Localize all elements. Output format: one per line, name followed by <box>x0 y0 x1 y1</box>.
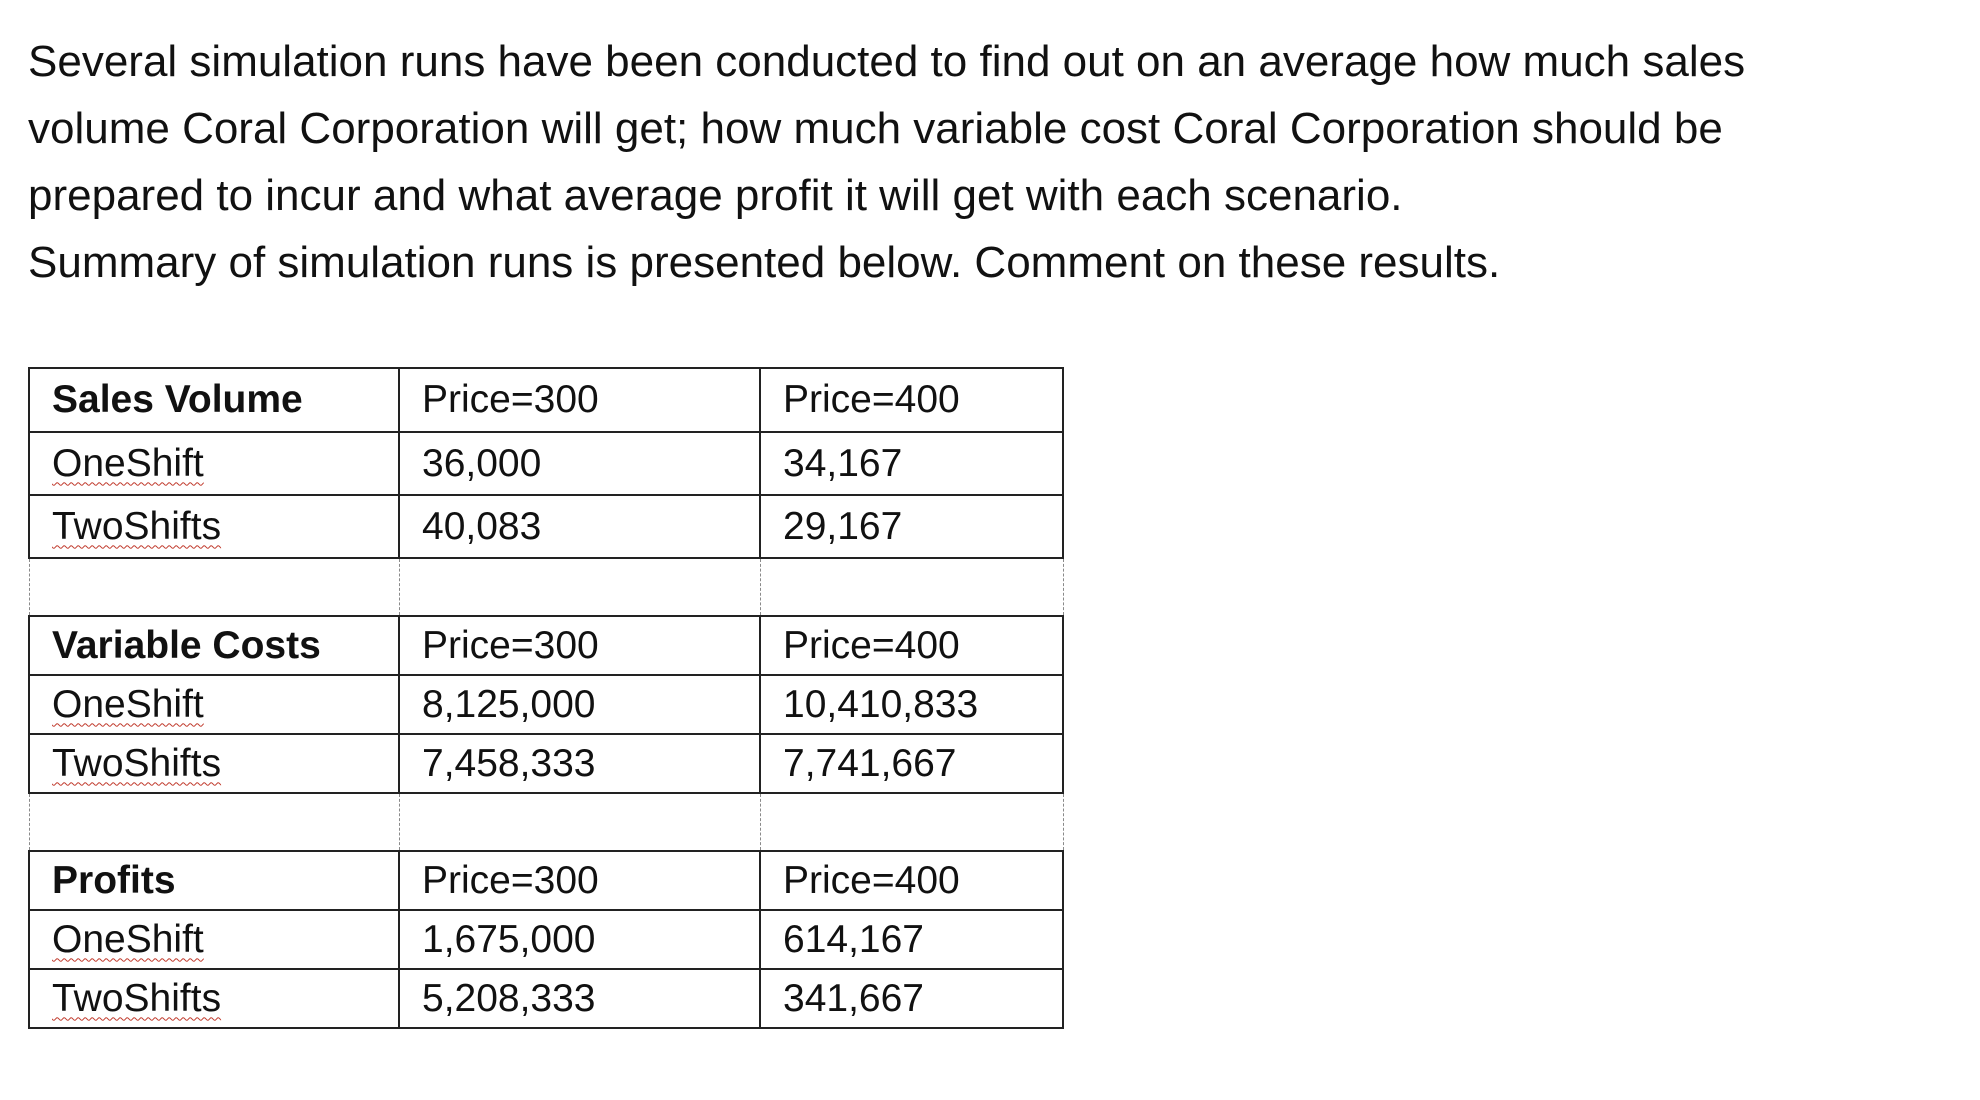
sales-volume-title[interactable]: Sales Volume <box>29 368 399 432</box>
sales-volume-oneshift-row <box>29 432 1063 495</box>
spacer-cell[interactable] <box>399 558 760 616</box>
sales-volume-twoshifts-price400[interactable]: 29,167 <box>760 495 1063 558</box>
table-spacer-row-1 <box>29 558 1063 616</box>
spacer-cell[interactable] <box>29 793 399 851</box>
sales-volume-twoshifts-row <box>29 495 1063 558</box>
variable-costs-header-row <box>29 616 1063 675</box>
profits-oneshift-price400[interactable]: 614,167 <box>760 910 1063 969</box>
intro-line-4: Summary of simulation runs is presented below. Comment on these results. <box>28 238 1501 287</box>
variable-costs-twoshifts-price400[interactable]: 7,741,667 <box>760 734 1063 793</box>
sales-volume-oneshift-text: OneShift <box>52 441 204 485</box>
sales-volume-oneshift-price400[interactable]: 34,167 <box>760 432 1063 495</box>
sales-volume-twoshifts-label[interactable] <box>29 495 399 558</box>
simulation-summary-table <box>28 367 1064 1029</box>
profits-twoshifts-price400[interactable]: 341,667 <box>760 969 1063 1028</box>
variable-costs-twoshifts-price300[interactable]: 7,458,333 <box>399 734 760 793</box>
variable-costs-oneshift-text: OneShift <box>52 682 204 726</box>
variable-costs-title[interactable]: Variable Costs <box>29 616 399 675</box>
variable-costs-oneshift-price400[interactable]: 10,410,833 <box>760 675 1063 734</box>
variable-costs-twoshifts-label[interactable] <box>29 734 399 793</box>
intro-line-2: volume Coral Corporation will get; how much variable cost Coral Corporation should be <box>28 104 1723 153</box>
variable-costs-oneshift-label[interactable] <box>29 675 399 734</box>
document-body <box>28 28 1948 296</box>
spacer-cell[interactable] <box>760 793 1063 851</box>
profits-oneshift-label[interactable] <box>29 910 399 969</box>
variable-costs-twoshifts-text: TwoShifts <box>52 741 222 785</box>
profits-oneshift-row <box>29 910 1063 969</box>
spacer-cell[interactable] <box>399 793 760 851</box>
variable-costs-oneshift-row <box>29 675 1063 734</box>
sales-volume-twoshifts-text: TwoShifts <box>52 504 222 548</box>
profits-header-row <box>29 851 1063 910</box>
sales-volume-twoshifts-price300[interactable]: 40,083 <box>399 495 760 558</box>
spacer-cell[interactable] <box>760 558 1063 616</box>
variable-costs-price300-header[interactable]: Price=300 <box>399 616 760 675</box>
profits-twoshifts-price300[interactable]: 5,208,333 <box>399 969 760 1028</box>
spacer-cell[interactable] <box>29 558 399 616</box>
sales-volume-header-row <box>29 368 1063 432</box>
profits-price400-header[interactable]: Price=400 <box>760 851 1063 910</box>
sales-volume-oneshift-price300[interactable]: 36,000 <box>399 432 760 495</box>
profits-twoshifts-text: TwoShifts <box>52 976 222 1020</box>
intro-line-1: Several simulation runs have been conducted to find out on an average how much sales <box>28 37 1746 86</box>
variable-costs-oneshift-price300[interactable]: 8,125,000 <box>399 675 760 734</box>
profits-oneshift-price300[interactable]: 1,675,000 <box>399 910 760 969</box>
variable-costs-twoshifts-row <box>29 734 1063 793</box>
profits-title[interactable]: Profits <box>29 851 399 910</box>
sales-volume-oneshift-label[interactable] <box>29 432 399 495</box>
sales-volume-price300-header[interactable]: Price=300 <box>399 368 760 432</box>
profits-oneshift-text: OneShift <box>52 917 204 961</box>
profits-twoshifts-label[interactable] <box>29 969 399 1028</box>
variable-costs-price400-header[interactable]: Price=400 <box>760 616 1063 675</box>
profits-price300-header[interactable]: Price=300 <box>399 851 760 910</box>
sales-volume-price400-header[interactable]: Price=400 <box>760 368 1063 432</box>
table-spacer-row-2 <box>29 793 1063 851</box>
profits-twoshifts-row <box>29 969 1063 1028</box>
intro-line-3: prepared to incur and what average profit it will get with each scenario. <box>28 171 1403 220</box>
